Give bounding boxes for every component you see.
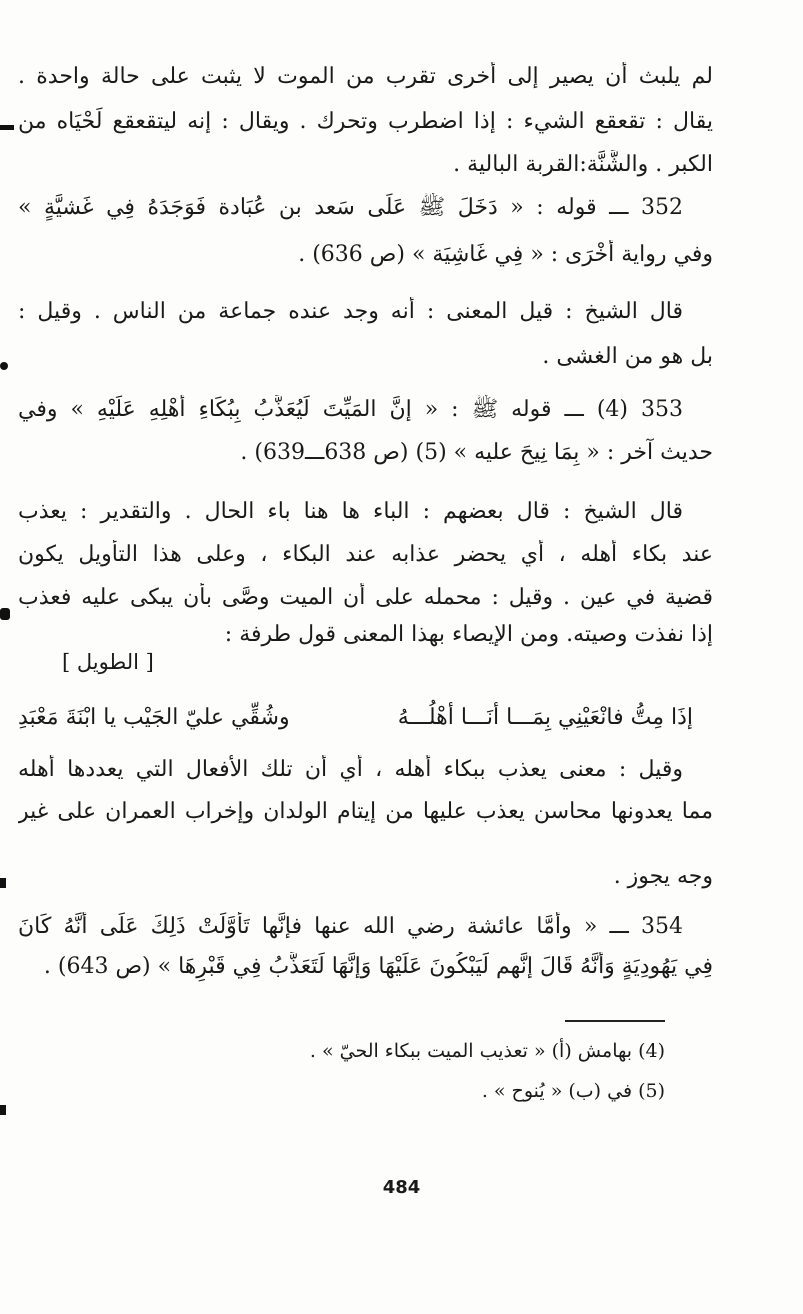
text-line-l11: عند بكاء أهله ، أي يحضر عذابه عند البكاء ، وعلى هذا التأويل يكون <box>18 542 713 567</box>
poetic-meter-label: [ الطويل ] <box>62 650 154 674</box>
text-line-l10: قال الشيخ : قال بعضهم : الباء ها هنا باء الحال . والتقدير : يعذب <box>18 499 683 524</box>
text-line-l14: وقيل : معنى يعذب ببكاء أهله ، أي أن تلك الأفعال التي يعددها أهله <box>18 757 683 782</box>
scan-mark <box>0 1105 6 1115</box>
text-line-l8: 353 (4) ـــ قوله ﷺ : « إنَّ المَيِّتَ لَيُعَذَّبُ بِبُكَاءِ أَهْلِهِ عَلَيْهِ » وفي <box>18 397 683 422</box>
text-line-l18: فِي يَهُودِيَةٍ وَأنَّهُ قَالَ إنَّهم لَيَبْكُونَ عَلَيْهَا وَإنَّهَا لَتَعَذَّبُ فِي قَبْرِهَا » (ص 643) . <box>43 954 713 979</box>
footnote-fn5: (5) في (ب) « يُنوح » . <box>481 1080 665 1102</box>
text-line-l3: الكبر . والشَّنَّة:القربة البالية . <box>453 152 713 177</box>
scan-mark <box>0 125 14 130</box>
scan-mark <box>0 362 8 370</box>
text-line-l4: 352 ـــ قوله : « دَخَلَ ﷺ عَلَى سَعد بن عُبَادة فَوَجَدَهُ فِي غَشيَّةٍ » <box>18 195 683 220</box>
page-number: 484 <box>382 1177 421 1198</box>
poem-verse <box>18 705 693 730</box>
text-line-l13: إذا نفذت وصيته. ومن الإيصاء بهذا المعنى قول طرفة : <box>224 622 713 647</box>
text-line-l17: 354 ـــ « وأمَّا عائشة رضي الله عنها فإنَّها تَأَوَّلَتْ ذَلِكَ عَلَى أَنَّهُ كَانَ <box>18 914 683 939</box>
text-line-l7: بل هو من الغشى . <box>542 344 713 369</box>
footnote-separator <box>565 1020 665 1022</box>
text-line-l15: مما يعدونها محاسن يعذب عليها من إيتام الولدان وإخراب العمران على غير <box>18 799 713 824</box>
footnote-fn4: (4) بهامش (أ) « تعذيب الميت ببكاء الحيّ » . <box>309 1040 665 1062</box>
text-line-l16: وجه يجوز . <box>613 864 713 889</box>
text-line-l1: لم يلبث أن يصير إلى أخرى تقرب من الموت لا يثبت على حالة واحدة . <box>18 64 713 89</box>
text-line-l9: حديث آخر : « بِمَا نِيحَ عليه » (5) (ص 638ـــ639) . <box>240 440 713 465</box>
scan-mark <box>0 608 10 620</box>
text-line-l2: يقال : تقعقع الشيء : إذا اضطرب وتحرك . ويقال : إنه ليتقعقع لَحْيَاه من <box>18 109 713 134</box>
text-line-l12: قضية في عين . وقيل : محمله على أن الميت وصَّى بأن يبكى عليه فعذب <box>18 585 713 610</box>
verse-second-hemistich: وشُقِّي عليّ الجَيْب يا ابْنَةَ مَعْبَدِ <box>18 705 290 730</box>
text-line-l5: وفي رواية أُخْرَى : « فِي غَاشِيَة » (ص 636) . <box>298 242 713 267</box>
text-line-l6: قال الشيخ : قيل المعنى : أنه وجد عنده جماعة من الناس . وقيل : <box>18 299 683 324</box>
verse-first-hemistich: إذَا مِتُّ فانْعَيْنِي بِمَـــا أنَـــا أهْلُـــهُ <box>397 705 693 730</box>
scan-mark <box>0 878 6 888</box>
